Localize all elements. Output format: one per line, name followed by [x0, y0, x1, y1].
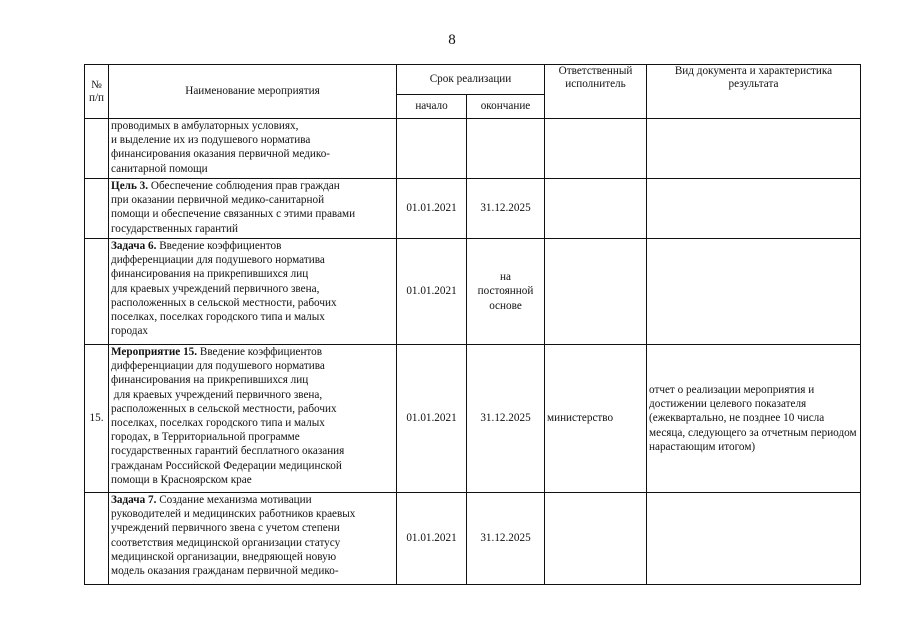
end-date: 31.12.2025 — [467, 493, 545, 585]
header-start: начало — [397, 95, 467, 119]
activity-text-line: поселках, поселках городского типа и малых — [111, 311, 325, 324]
activity-text-line: расположенных в сельской местности, рабочих — [111, 296, 337, 309]
activity-text-line: помощи в Красноярском крае — [111, 473, 252, 486]
activity-text-line: финансирования оказания первичной медико- — [111, 148, 331, 161]
activity-text-line: государственных гарантий бесплатного оказания — [111, 445, 345, 458]
responsible-executor — [545, 119, 647, 179]
activity-name — [109, 179, 397, 239]
start-date: 01.01.2021 — [397, 345, 467, 493]
start-date: 01.01.2021 — [397, 179, 467, 239]
activity-name — [109, 493, 397, 585]
row-number — [85, 179, 109, 239]
activity-text-line: санитарной помощи — [111, 162, 208, 175]
activity-text-line: медицинской организации, внедряющей новую — [111, 550, 337, 563]
start-date: 01.01.2021 — [397, 493, 467, 585]
activity-title: Задача 6. — [111, 240, 157, 252]
activity-text-line: финансирования на прикрепившихся лиц — [111, 268, 309, 281]
result-description — [647, 179, 861, 239]
responsible-executor — [545, 239, 647, 345]
activity-title: Цель 3. — [111, 180, 149, 192]
header-end: окончание — [467, 95, 545, 119]
activity-text-line: расположенных в сельской местности, рабочих — [111, 402, 337, 415]
activity-text-line: городах — [111, 325, 149, 338]
table-row — [85, 239, 861, 345]
header-name: Наименование мероприятия — [109, 65, 397, 119]
activity-text-line: для краевых учреждений первичного звена, — [111, 388, 323, 401]
activity-text-line: при оказании первичной медико-санитарной — [111, 194, 325, 207]
header-num: № п/п — [85, 65, 109, 119]
activity-text-line: городах, в Территориальной программе — [111, 431, 300, 444]
table-row — [85, 493, 861, 585]
header-period: Срок реализации — [397, 65, 545, 95]
row-number: 15. — [85, 345, 109, 493]
end-date: на постоянной основе — [467, 239, 545, 345]
activity-text-line: дифференциации для подушевого норматива — [111, 254, 325, 267]
header-responsible: Ответственный исполнитель — [545, 65, 647, 119]
table-row — [85, 119, 861, 179]
activity-text-line: Введение коэффициентов — [197, 346, 323, 358]
end-date: 31.12.2025 — [467, 345, 545, 493]
responsible-executor — [545, 179, 647, 239]
activity-text-line: и выделение их из подушевого норматива — [111, 134, 311, 147]
result-description — [647, 493, 861, 585]
activity-title: Мероприятие 15. — [111, 346, 198, 358]
header-result: Вид документа и характеристика результата — [647, 65, 861, 119]
start-date: 01.01.2021 — [397, 239, 467, 345]
result-description — [647, 119, 861, 179]
row-number — [85, 493, 109, 585]
activity-text-line: Введение коэффициентов — [156, 240, 282, 252]
activity-text-line: для краевых учреждений первичного звена, — [111, 282, 320, 295]
activity-text-line: дифференциации для подушевого норматива — [111, 360, 325, 373]
table-row — [85, 179, 861, 239]
start-date — [397, 119, 467, 179]
activity-text-line: гражданам Российской Федерации медицинской — [111, 459, 342, 472]
activity-text-line: учреждений первичного звена с учетом степени — [111, 522, 340, 535]
activity-text-line: модель оказания гражданам первичной медико- — [111, 565, 339, 578]
row-number — [85, 239, 109, 345]
activity-text-line: финансирования на прикрепившихся лиц — [111, 374, 309, 387]
activity-text-line: государственных гарантий — [111, 222, 239, 235]
page-number: 8 — [448, 32, 456, 48]
activity-text-line: проводимых в амбулаторных условиях, — [111, 120, 299, 132]
activity-text-line: Обеспечение соблюдения прав граждан — [148, 180, 340, 192]
end-date: 31.12.2025 — [467, 179, 545, 239]
row-number — [85, 119, 109, 179]
activities-table — [84, 64, 861, 585]
result-description — [647, 239, 861, 345]
activity-text-line: Создание механизма мотивации — [156, 494, 312, 506]
activity-text-line: руководителей и медицинских работников краевых — [111, 508, 356, 521]
activity-name — [109, 345, 397, 493]
result-description: отчет о реализации мероприятия и достижении целевого показателя (ежеквартально, не позднее 10 числа месяца, следующего за отчетным периодом нарастающим итогом) — [647, 345, 861, 493]
table-row — [85, 345, 861, 493]
activity-title: Задача 7. — [111, 494, 157, 506]
activity-text-line: помощи и обеспечение связанных с этими правами — [111, 208, 356, 221]
activity-text-line: соответствия медицинской организации статусу — [111, 536, 341, 549]
responsible-executor: министерство — [545, 345, 647, 493]
responsible-executor — [545, 493, 647, 585]
activity-name — [109, 239, 397, 345]
activity-name — [109, 119, 397, 179]
activity-text-line: поселках, поселках городского типа и малых — [111, 417, 325, 430]
end-date — [467, 119, 545, 179]
